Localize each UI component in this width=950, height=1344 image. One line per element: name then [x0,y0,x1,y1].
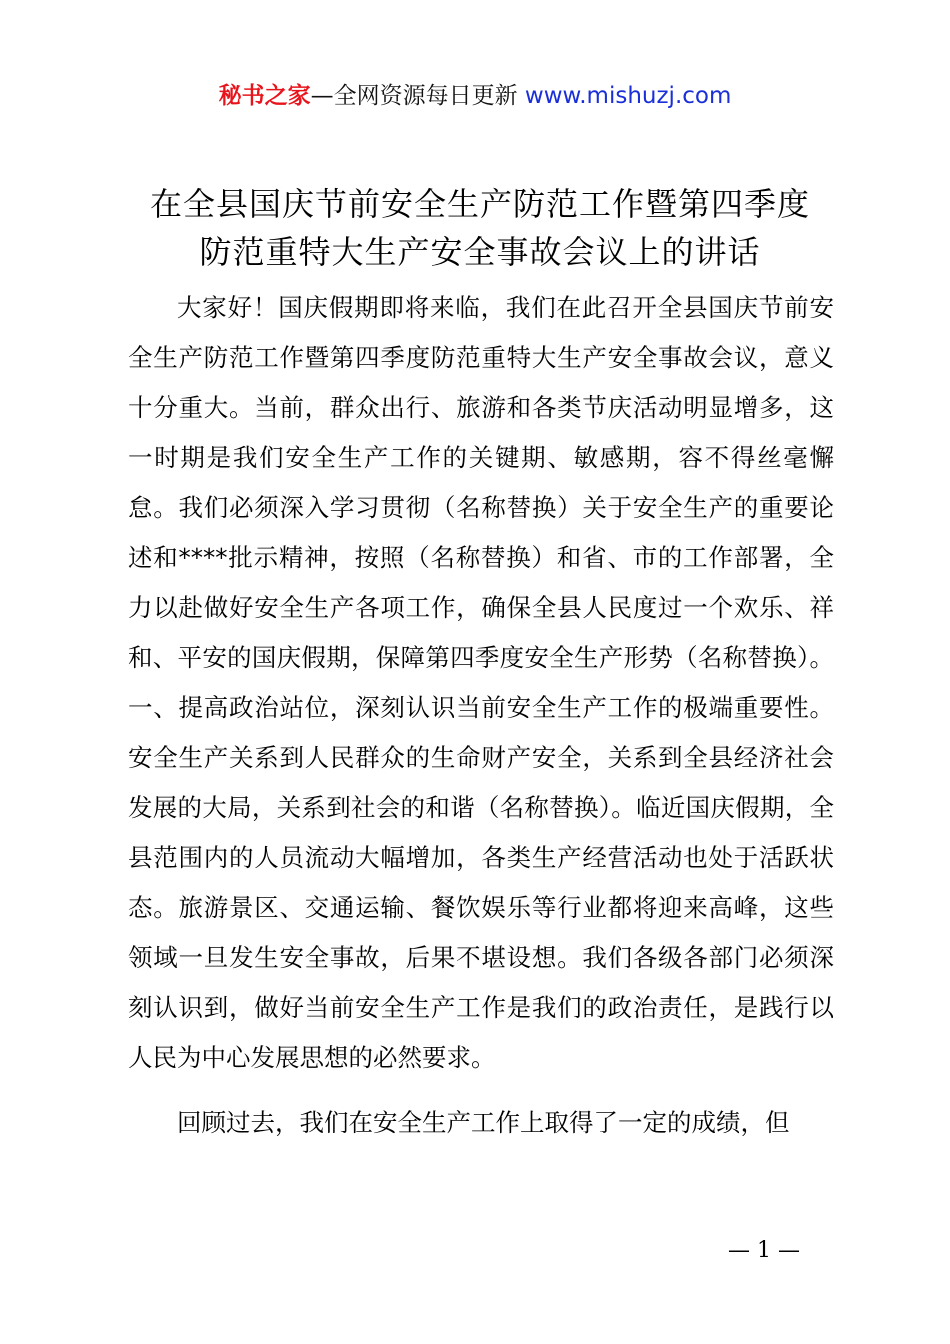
brand-name: 秘书之家 [218,83,311,109]
title-line-1: 在全县国庆节前安全生产防范工作暨第四季度 [149,185,810,223]
paragraph: 回顾过去，我们在安全生产工作上取得了一定的成绩，但 [177,1108,790,1137]
site-header [0,80,950,112]
document-body [128,283,834,1148]
page-number: — 1 — [728,1238,800,1263]
document-title [100,180,860,276]
site-url-link[interactable]: www.mishuzj.com [524,83,732,109]
header-tagline: —全网资源每日更新 [310,83,518,109]
title-line-2: 防范重特大生产安全事故会议上的讲话 [199,233,761,271]
paragraph: 大家好！国庆假期即将来临，我们在此召开全县国庆节前安全生产防范工作暨第四季度防范重特大生产安全事故会议，意义十分重大。当前，群众出行、旅游和各类节庆活动明显增多，这一时期是我们安全生产工作的关键期、敏感期，容不得丝毫懈怠。我们必须深入学习贯彻（名称替换）关于安全生产的重要论述和****批示精神，按照（名称替换）和省、市的工作部署，全力以赴做好安全生产各项工作，确保全县人民度过一个欢乐、祥和、平安的国庆假期，保障第四季度安全生产形势（名称替换）。一、提高政治站位，深刻认识当前安全生产工作的极端重要性。安全生产关系到人民群众的生命财产安全，关系到全县经济社会发展的大局，关系到社会的和谐（名称替换）。临近国庆假期，全县范围内的人员流动大幅增加，各类生产经营活动也处于活跃状态。旅游景区、交通运输、餐饮娱乐等行业都将迎来高峰，这些领域一旦发生安全事故，后果不堪设想。我们各级各部门必须深刻认识到，做好当前安全生产工作是我们的政治责任，是践行以人民为中心发展思想的必然要求。 [128,293,834,1072]
